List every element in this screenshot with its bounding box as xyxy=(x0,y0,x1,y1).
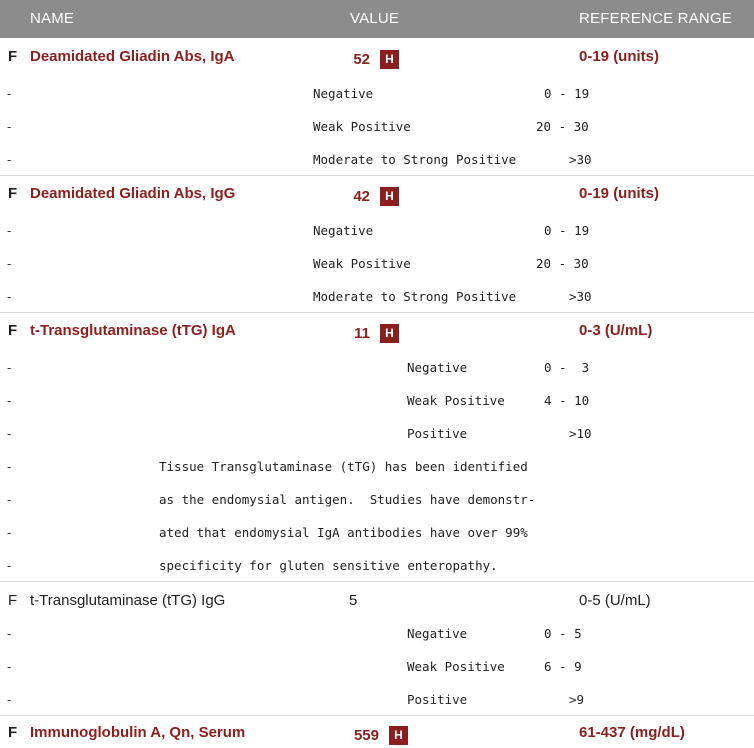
high-badge: H xyxy=(380,187,399,206)
header-name: NAME xyxy=(30,10,75,27)
test-row-iga-serum xyxy=(0,716,754,748)
high-badge: H xyxy=(389,726,408,745)
line-dash: - xyxy=(7,659,12,674)
test-name: Deamidated Gliadin Abs, IgA xyxy=(30,48,235,65)
test-value: 559 xyxy=(353,727,379,744)
test-value: 52 xyxy=(353,51,370,68)
line-dash: - xyxy=(7,393,12,408)
interp-range: 20 - 30 xyxy=(536,256,589,271)
interp-range: 6 - 9 xyxy=(544,659,582,674)
test-row-ttg-igg xyxy=(0,582,754,715)
comment-line: as the endomysial antigen. Studies have demonstr- xyxy=(159,492,536,507)
interp-label: Weak Positive xyxy=(407,393,505,408)
test-value: 5 xyxy=(349,592,358,609)
header-value: VALUE xyxy=(350,10,400,27)
interp-label: Weak Positive xyxy=(313,256,411,271)
header-reference-range: REFERENCE RANGE xyxy=(579,10,733,27)
line-dash: - xyxy=(7,86,12,101)
interp-range: 0 - 19 xyxy=(544,86,590,101)
comment-dash: - xyxy=(7,558,12,573)
high-badge: H xyxy=(380,50,399,69)
line-dash: - xyxy=(7,289,12,304)
interp-range: 0 - 19 xyxy=(544,223,590,238)
interp-label: Moderate to Strong Positive xyxy=(313,152,517,167)
reference-range: 0-19 (units) xyxy=(579,185,660,202)
interp-label: Positive xyxy=(407,426,468,441)
test-row-gliadin-iga xyxy=(0,38,754,175)
line-dash: - xyxy=(7,119,12,134)
interp-label: Negative xyxy=(313,86,374,101)
comment-dash: - xyxy=(7,525,12,540)
comment-line: specificity for gluten sensitive enteropathy. xyxy=(159,558,498,573)
interp-range: 0 - 3 xyxy=(544,360,590,375)
comment-line: Tissue Transglutaminase (tTG) has been identified xyxy=(159,459,528,474)
flag: F xyxy=(8,185,18,202)
flag: F xyxy=(8,48,18,65)
test-name: Deamidated Gliadin Abs, IgG xyxy=(30,185,236,202)
table-header xyxy=(0,0,754,38)
interp-label: Negative xyxy=(313,223,374,238)
interp-label: Weak Positive xyxy=(313,119,411,134)
reference-range: 61-437 (mg/dL) xyxy=(579,724,685,741)
flag: F xyxy=(8,322,18,339)
interp-label: Negative xyxy=(407,626,468,641)
flag: F xyxy=(8,592,18,609)
line-dash: - xyxy=(7,360,12,375)
test-value: 11 xyxy=(354,325,370,342)
test-value: 42 xyxy=(353,188,370,205)
interp-range: 4 - 10 xyxy=(544,393,590,408)
test-row-gliadin-igg xyxy=(0,176,754,312)
interp-range: >10 xyxy=(569,426,592,441)
line-dash: - xyxy=(7,223,12,238)
comment-dash: - xyxy=(7,492,12,507)
interp-label: Moderate to Strong Positive xyxy=(313,289,517,304)
interp-label: Negative xyxy=(407,360,468,375)
interp-label: Positive xyxy=(407,692,468,707)
test-name: t-Transglutaminase (tTG) IgA xyxy=(30,322,236,339)
test-name: Immunoglobulin A, Qn, Serum xyxy=(30,724,246,741)
interp-range: 0 - 5 xyxy=(544,626,582,641)
interp-range: >30 xyxy=(569,289,592,304)
line-dash: - xyxy=(7,626,12,641)
line-dash: - xyxy=(7,692,12,707)
interp-label: Weak Positive xyxy=(407,659,505,674)
interp-range: >30 xyxy=(569,152,592,167)
comment-dash: - xyxy=(7,459,12,474)
test-name: t-Transglutaminase (tTG) IgG xyxy=(30,592,226,609)
reference-range: 0-3 (U/mL) xyxy=(579,322,653,339)
flag: F xyxy=(8,724,18,741)
comment-line: ated that endomysial IgA antibodies have over 99% xyxy=(159,525,528,540)
line-dash: - xyxy=(7,152,12,167)
reference-range: 0-5 (U/mL) xyxy=(579,592,651,609)
high-badge: H xyxy=(380,324,399,343)
reference-range: 0-19 (units) xyxy=(579,48,660,65)
test-row-ttg-iga xyxy=(0,313,754,581)
interp-range: >9 xyxy=(569,692,585,707)
line-dash: - xyxy=(7,256,12,271)
line-dash: - xyxy=(7,426,12,441)
interp-range: 20 - 30 xyxy=(536,119,589,134)
